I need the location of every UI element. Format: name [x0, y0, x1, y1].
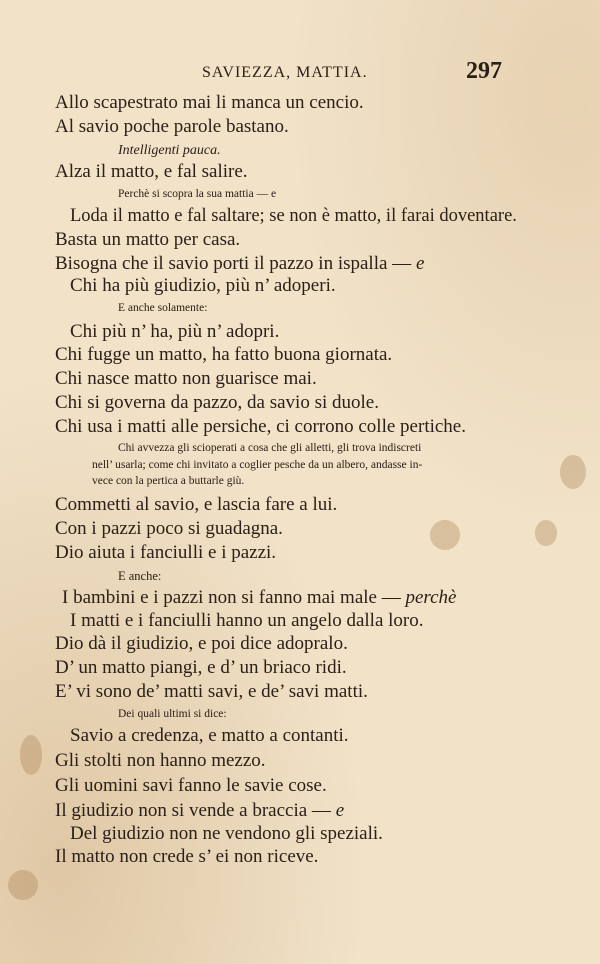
proverb-line [62, 587, 456, 609]
proverb-line: Dio aiuta i fanciulli e i pazzi. [55, 542, 277, 563]
proverb-line: Gli uomini savi fanno le savie cose. [55, 775, 327, 796]
proverb-line [55, 253, 424, 275]
proverb-line: Il matto non crede s’ ei non riceve. [55, 846, 319, 867]
proverb-line: Chi fugge un matto, ha fatto buona giornata. [55, 344, 393, 365]
proverb-text: Il giudizio non si vende a braccia — [55, 800, 336, 821]
proverb-line: Alza il matto, e fal salire. [55, 161, 248, 182]
foxing-stain [535, 520, 557, 546]
proverb-line: Chi ha più giudizio, più n’ adoperi. [70, 275, 336, 296]
connecting-note: Dei quali ultimi si dice: [118, 708, 227, 720]
latin-gloss: Intelligenti pauca. [118, 143, 221, 158]
page-header [0, 58, 600, 88]
foxing-stain [560, 455, 586, 489]
proverb-line: Basta un matto per casa. [55, 229, 241, 250]
proverb-text: Bisogna che il savio porti il pazzo in ispalla — [55, 253, 416, 274]
commentary-line: Chi avvezza gli scioperati a cosa che gli alletti, gli trova indiscreti [118, 442, 422, 454]
conjunction: e [335, 800, 345, 821]
running-head: SAVIEZZA, MATTIA. [202, 64, 368, 81]
proverb-line: Dio dà il giudizio, e poi dice adopralo. [55, 633, 348, 654]
proverb-line: Allo scapestrato mai li manca un cencio. [55, 92, 364, 113]
proverb-line: Chi si governa da pazzo, da savio si duole. [55, 392, 379, 413]
foxing-stain [20, 735, 42, 775]
proverb-line [55, 800, 344, 822]
conjunction: perchè [405, 587, 457, 608]
proverb-line: Commetti al savio, e lascia fare a lui. [55, 494, 338, 515]
page-number: 297 [466, 58, 502, 84]
proverb-line: Del giudizio non ne vendono gli speziali. [70, 823, 383, 844]
proverb-line: Con i pazzi poco si guadagna. [55, 518, 283, 539]
proverb-line: Gli stolti non hanno mezzo. [55, 750, 266, 771]
foxing-stain [8, 870, 38, 900]
connecting-note: E anche: [118, 569, 162, 583]
commentary-line: vece con la pertica a buttarle giù. [92, 475, 245, 487]
proverb-line: Chi usa i matti alle persiche, ci corrono colle pertiche. [55, 416, 466, 437]
foxing-stain [430, 520, 460, 550]
proverb-text: I bambini e i pazzi non si fanno mai male — [62, 587, 406, 608]
conjunction: e [415, 253, 425, 274]
proverb-line: I matti e i fanciulli hanno un angelo dalla loro. [70, 610, 424, 631]
proverb-line: Chi nasce matto non guarisce mai. [55, 368, 317, 389]
proverb-line: D’ un matto piangi, e d’ un briaco ridi. [55, 657, 347, 678]
connecting-note: E anche solamente: [118, 302, 208, 314]
proverb-line: Savio a credenza, e matto a contanti. [70, 725, 349, 746]
proverb-line: Chi più n’ ha, più n’ adopri. [70, 321, 280, 342]
commentary-line: nell’ usarla; come chi invitato a coglier pesche da un albero, andasse in- [92, 459, 423, 471]
proverb-line: Al savio poche parole bastano. [55, 116, 289, 137]
connecting-note: Perchè si scopra la sua mattia — e [118, 188, 277, 200]
proverb-line: Loda il matto e fal saltare; se non è matto, il farai doventare. [70, 206, 517, 226]
proverb-line: E’ vi sono de’ matti savi, e de’ savi matti. [55, 681, 368, 702]
